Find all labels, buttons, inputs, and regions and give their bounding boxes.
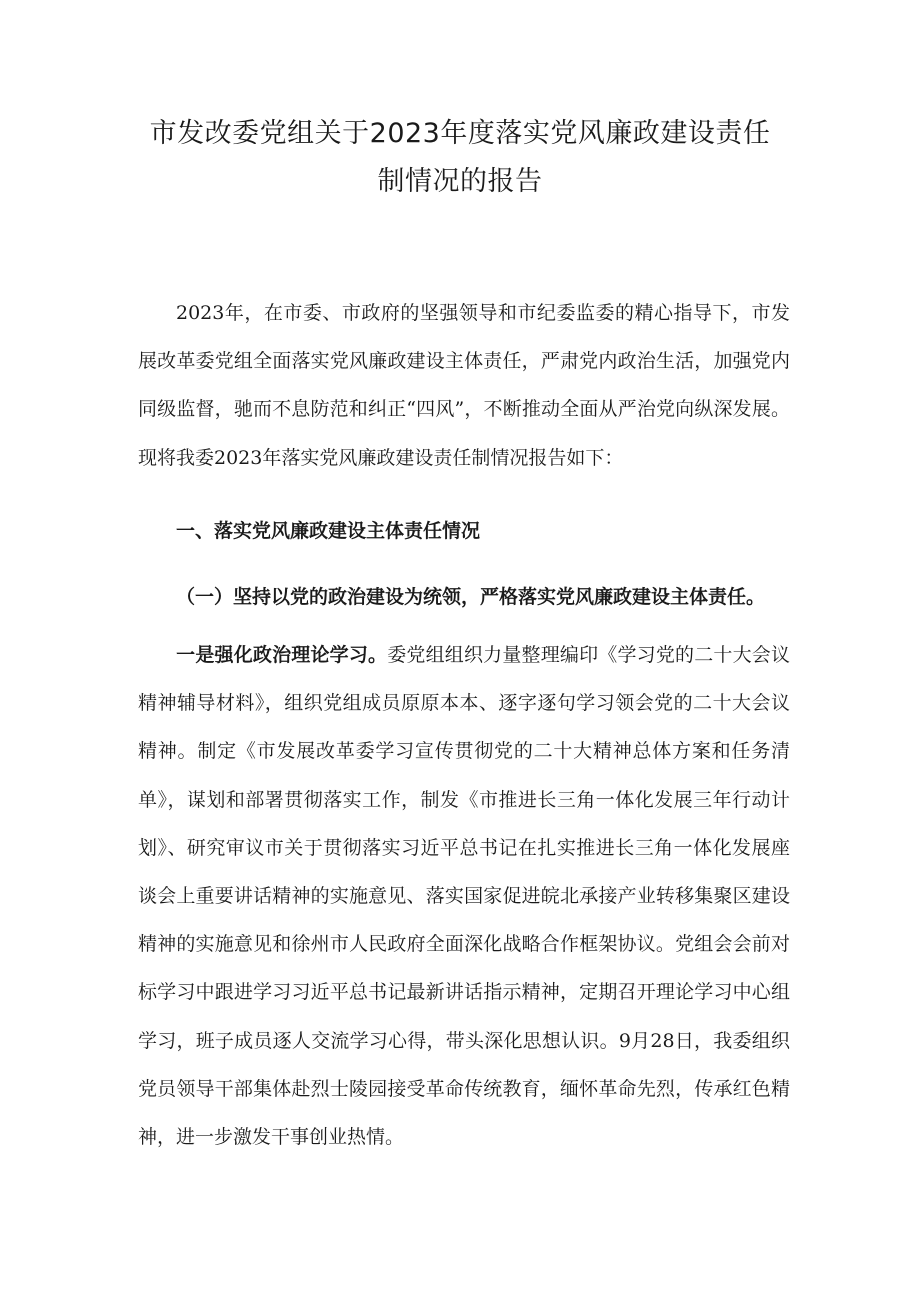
intro-paragraph	[138, 289, 790, 482]
point-lead: 一是强化政治理论学习。	[176, 644, 388, 666]
document-title-line-1: 市发改委党组关于2023年度落实党风廉政建设责任	[149, 118, 771, 149]
section-heading: 一、落实党风廉政建设主体责任情况	[176, 520, 481, 542]
subsection-heading: （一）坚持以党的政治建设为统领，严格落实党风廉政建设主体责任。	[176, 586, 766, 608]
point-paragraph	[138, 631, 790, 1161]
document-title-line-2: 制情况的报告	[377, 166, 543, 197]
point-body: 委党组组织力量整理编印《学习党的二十大会议精神辅导材料》，组织党组成员原原本本、逐字逐句学习领会党的二十大会议精神。制定《市发展改革委学习宣传贯彻党的二十大精神总体方案和任务清单》，谋划和部署贯彻落实工作，制发《市推进长三角一体化发展三年行动计划》、研究审议市关于贯彻落实习近平总书记在扎实推进长三角一体化发展座谈会上重要讲话精神的实施意见、落实国家促进皖北承接产业转移集聚区建设精神的实施意见和徐州市人民政府全面深化战略合作框架协议。党组会会前对标学习中跟进学习习近平总书记最新讲话指示精神，定期召开理论学习中心组学习，班子成员逐人交流学习心得，带头深化思想认识。9月28日，我委组织党员领导干部集体赴烈士陵园接受革命传统教育，缅怀革命先烈，传承红色精神，进一步激发干事创业热情。	[138, 644, 790, 1149]
intro-text: 2023年，在市委、市政府的坚强领导和市纪委监委的精心指导下，市发展改革委党组全面落实党风廉政建设主体责任，严肃党内政治生活，加强党内同级监督，驰而不息防范和纠正“四风”，不断推动全面从严治党向纵深发展。现将我委2023年落实党风廉政建设责任制情况报告如下：	[138, 302, 790, 469]
